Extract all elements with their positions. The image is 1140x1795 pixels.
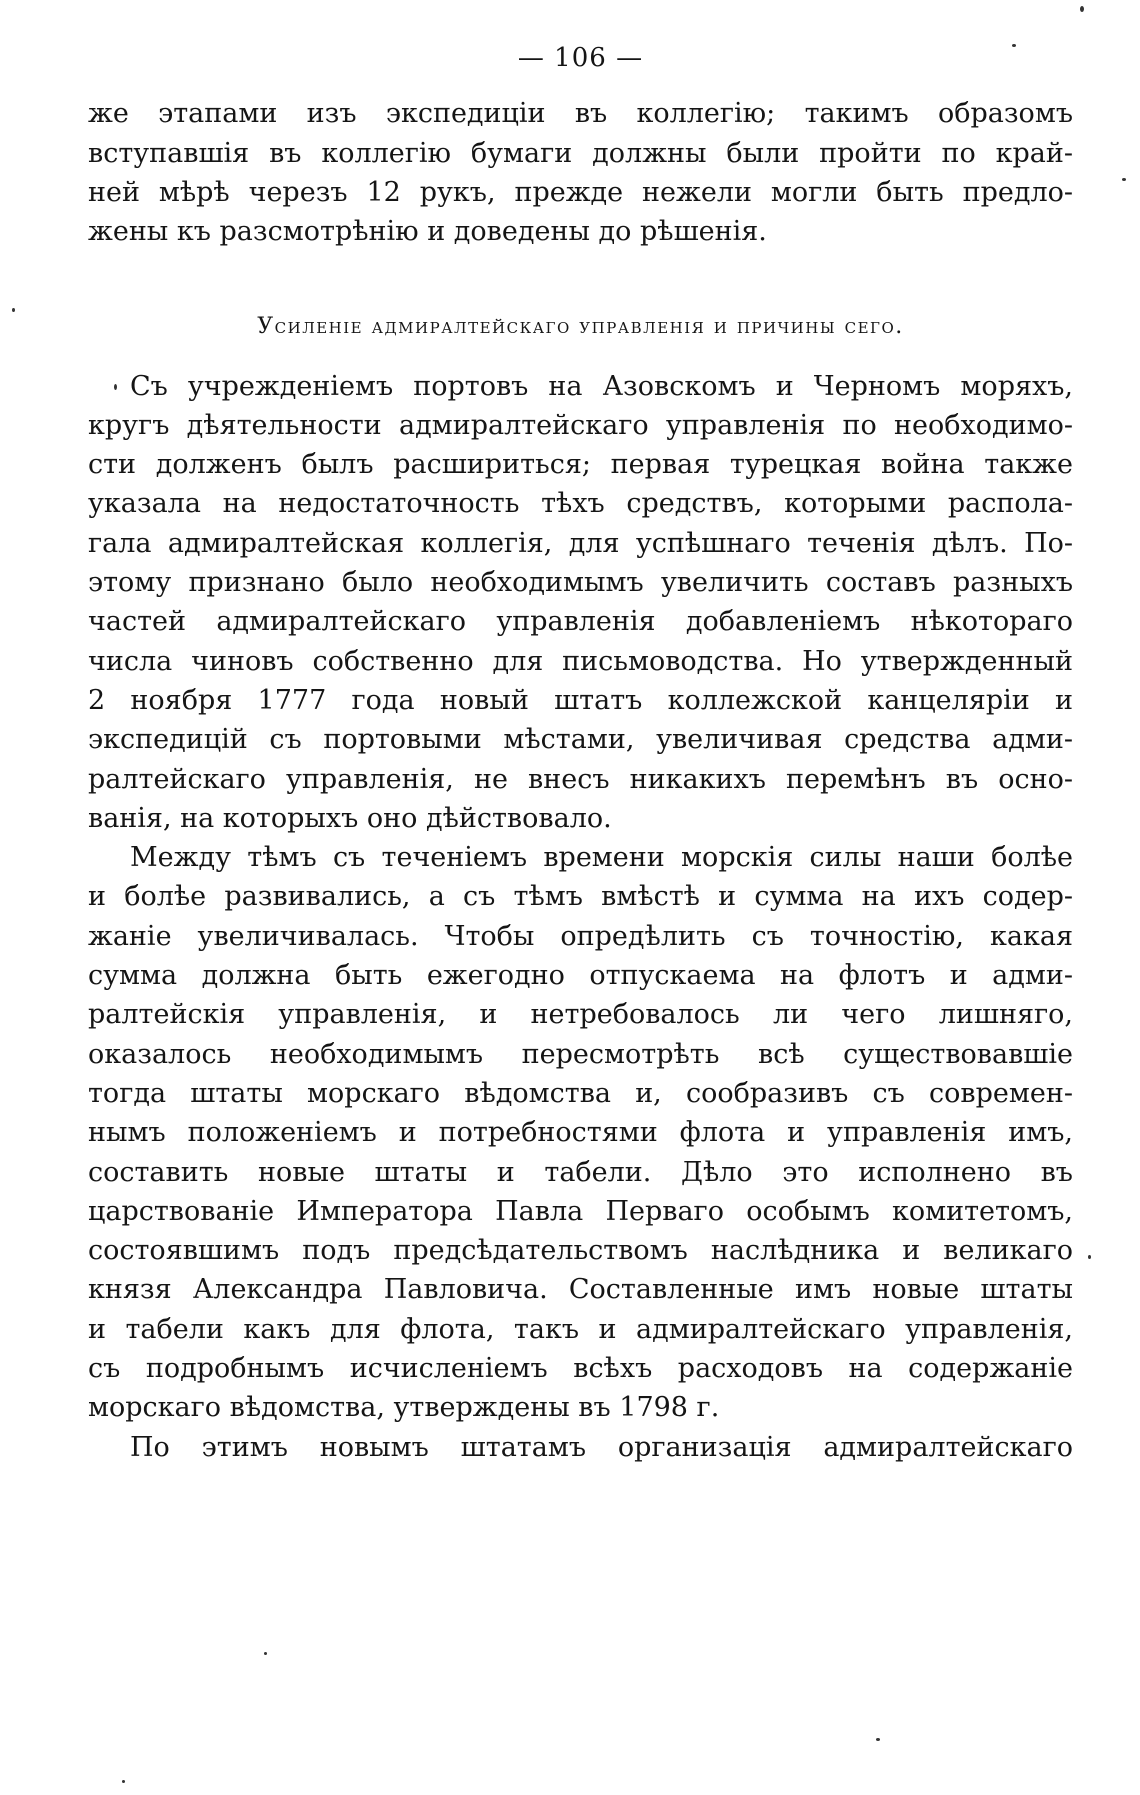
text-line: этому признано было необходимымъ увеличить составъ разныхъ [88, 567, 1073, 599]
paragraph-2 [88, 838, 1073, 1427]
text-line: же этапами изъ экспедиціи въ коллегію; такимъ образомъ [88, 98, 1073, 130]
text-line: По этимъ новымъ штатамъ организація адмиралтейскаго [130, 1431, 1073, 1463]
text-line: кругъ дѣятельности адмиралтейскаго управленія по необходимо- [88, 409, 1073, 441]
text-line: гала адмиралтейская коллегія, для успѣшнаго теченія дѣлъ. По- [88, 527, 1073, 559]
text-line: жены къ разсмотрѣнію и доведены до рѣшенія. [88, 216, 767, 248]
text-line: ралтейскія управленія, и нетребовалось ли чего лишняго, [88, 999, 1073, 1031]
text-line: нымъ положеніемъ и потребностями флота и управленія имъ, [88, 1117, 1073, 1149]
scan-speck [1122, 178, 1126, 181]
scan-speck [876, 1738, 880, 1741]
scan-speck [1080, 6, 1084, 12]
text-line: сти долженъ былъ расшириться; первая турецкая война также [88, 449, 1073, 481]
paragraph-3 [88, 1428, 1073, 1467]
scan-speck [122, 1780, 125, 1783]
text-line: съ подробнымъ исчисленіемъ всѣхъ расходовъ на содержаніе [88, 1353, 1073, 1384]
scan-speck [264, 1652, 267, 1655]
paragraph-1 [88, 367, 1073, 839]
continuation-paragraph [88, 94, 1073, 251]
text-line: оказалось необходимымъ пересмотрѣть всѣ существовавшіе [88, 1038, 1073, 1070]
text-line: числа чиновъ собственно для письмоводства. Но утвержденный [88, 645, 1073, 677]
text-line: ванія, на которыхъ оно дѣйствовало. [88, 802, 612, 834]
text-line: тогда штаты морскаго вѣдомства и, сообразивъ съ современ- [88, 1077, 1073, 1109]
text-line: ралтейскаго управленія, не внесъ никакихъ перемѣнъ въ осно- [88, 763, 1073, 795]
text-line: и табели какъ для флота, такъ и адмиралтейскаго управленія, [88, 1313, 1073, 1345]
text-line: царствованіе Императора Павла Перваго особымъ комитетомъ, [88, 1195, 1073, 1227]
text-line: и болѣе развивались, а съ тѣмъ вмѣстѣ и сумма на ихъ содер- [88, 881, 1073, 913]
text-line: Съ учрежденіемъ портовъ на Азовскомъ и Черномъ моряхъ, [130, 370, 1073, 402]
page-number: — 106 — [517, 43, 644, 73]
scan-speck [1012, 44, 1016, 47]
text-line: составить новые штаты и табели. Дѣло это исполнено въ [88, 1156, 1073, 1188]
text-line: князя Александра Павловича. Составленные имъ новые штаты [88, 1274, 1073, 1306]
text-line: 2 ноября 1777 года новый штатъ коллежской канцеляріи и [88, 684, 1073, 716]
text-line: сумма должна быть ежегодно отпускаема на флотъ и адми- [88, 960, 1073, 992]
scan-speck [114, 384, 117, 390]
text-line: экспедицій съ портовыми мѣстами, увеличивая средства адми- [88, 724, 1073, 756]
scan-speck [1088, 1255, 1091, 1259]
text-line: частей адмиралтейскаго управленія добавленіемъ нѣкотораго [88, 606, 1073, 638]
text-line: указала на недостаточность тѣхъ средствъ, которыми распола- [88, 488, 1073, 520]
text-line: состоявшимъ подъ предсѣдательствомъ наслѣдника и великаго [88, 1235, 1073, 1267]
book-page [88, 40, 1073, 1467]
text-line: морскаго вѣдомства, утверждены въ 1798 г. [88, 1392, 720, 1424]
text-line: ней мѣрѣ черезъ 12 рукъ, прежде нежели могли быть предло- [88, 176, 1073, 208]
text-line: вступавшія въ коллегію бумаги должны были пройти по край- [88, 137, 1073, 169]
text-line: Между тѣмъ съ теченіемъ времени морскія силы наши болѣе [130, 842, 1073, 874]
section-heading: Усиленіе адмиралтейскаго управленія и причины сего. [257, 313, 904, 339]
scan-speck [12, 308, 15, 312]
text-line: жаніе увеличивалась. Чтобы опредѣлить съ точностію, какая [88, 920, 1073, 952]
